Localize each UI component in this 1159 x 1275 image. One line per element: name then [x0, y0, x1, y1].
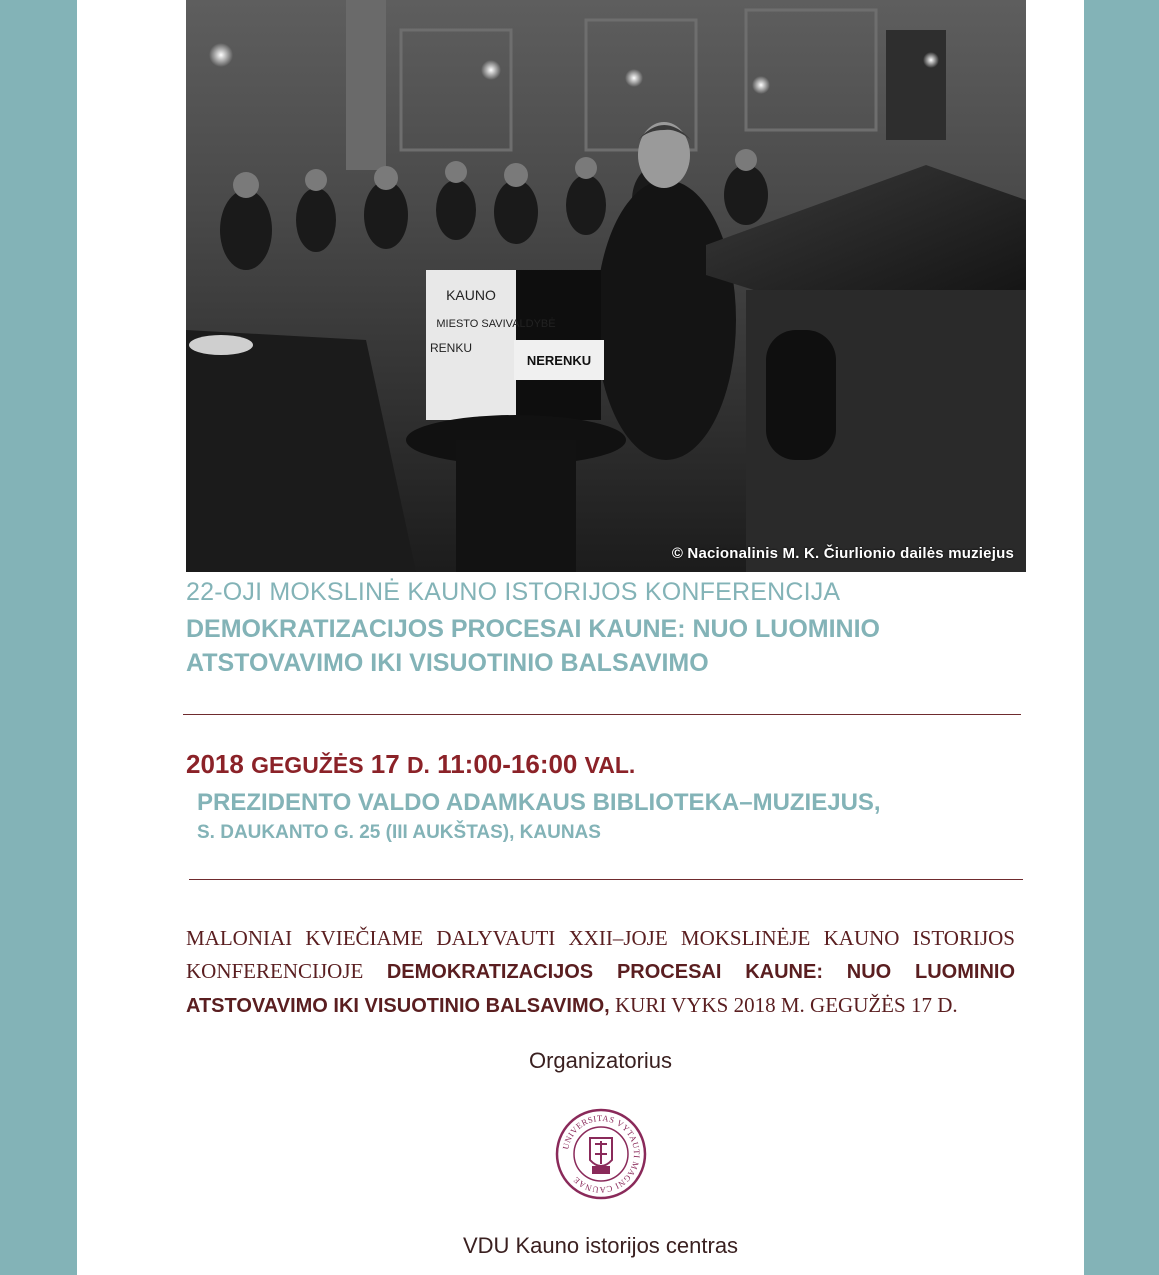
invitation-bold-title: DEMOKRATIZACIJOS PROCESAI KAUNE: NUO LUOMINIO ATSTOVAVIMO IKI VISUOTINIO BALSAVIMO, — [186, 961, 1016, 1017]
divider — [189, 879, 1023, 880]
ballot-text-renku: RENKU — [429, 341, 473, 355]
poster-page — [77, 0, 1084, 1275]
organizer-name: VDU Kauno istorijos centras — [462, 1233, 739, 1258]
invitation-lead: MALONIAI KVIEČIAME DALYVAUTI XXII–JOJE MOKSLINĖJE KAUNO ISTORIJOS KONFERENCIJOJE — [186, 926, 1015, 983]
conference-title — [186, 612, 1026, 680]
conference-title-line2: ATSTOVAVIMO IKI VISUOTINIO BALSAVIMO — [186, 649, 709, 677]
ballot-text-nerenku: NERENKU — [526, 353, 592, 368]
event-day-suffix: D. — [406, 752, 430, 778]
invitation-tail: KURI VYKS 2018 M. GEGUŽĖS 17 D. — [614, 993, 958, 1017]
event-date-time — [186, 749, 635, 780]
photo-illustration — [186, 0, 1026, 572]
invitation-text — [186, 922, 1015, 1023]
archival-photo — [186, 0, 1026, 572]
organizer-label: Organizatorius — [528, 1048, 673, 1073]
event-time-suffix: VAL. — [584, 752, 636, 778]
event-time: 11:00-16:00 — [437, 749, 578, 779]
university-seal-icon — [555, 1108, 647, 1200]
ballot-text-miesto: MIESTO SAVIVALDYBĖ — [436, 318, 556, 330]
photo-credit: © Nacionalinis M. K. Čiurlionio dailės muziejus — [671, 545, 1014, 562]
ballot-text-kauno: KAUNO — [446, 287, 496, 303]
divider — [183, 714, 1021, 715]
event-venue: PREZIDENTO VALDO ADAMKAUS BIBLIOTEKA–MUZIEJUS, — [197, 789, 881, 816]
event-month: GEGUŽĖS — [251, 752, 364, 778]
event-year: 2018 — [186, 749, 244, 779]
event-address: S. DAUKANTO G. 25 (III AUKŠTAS), KAUNAS — [197, 822, 601, 843]
event-day: 17 — [370, 749, 400, 779]
conference-number: 22-OJI MOKSLINĖ KAUNO ISTORIJOS KONFERENCIJA — [186, 578, 841, 606]
seal-text: UNIVERSITAS VYTAUTI MAGNI CAUNAE — [560, 1112, 643, 1196]
conference-title-line1: DEMOKRATIZACIJOS PROCESAI KAUNE: NUO LUOMINIO — [186, 615, 880, 643]
